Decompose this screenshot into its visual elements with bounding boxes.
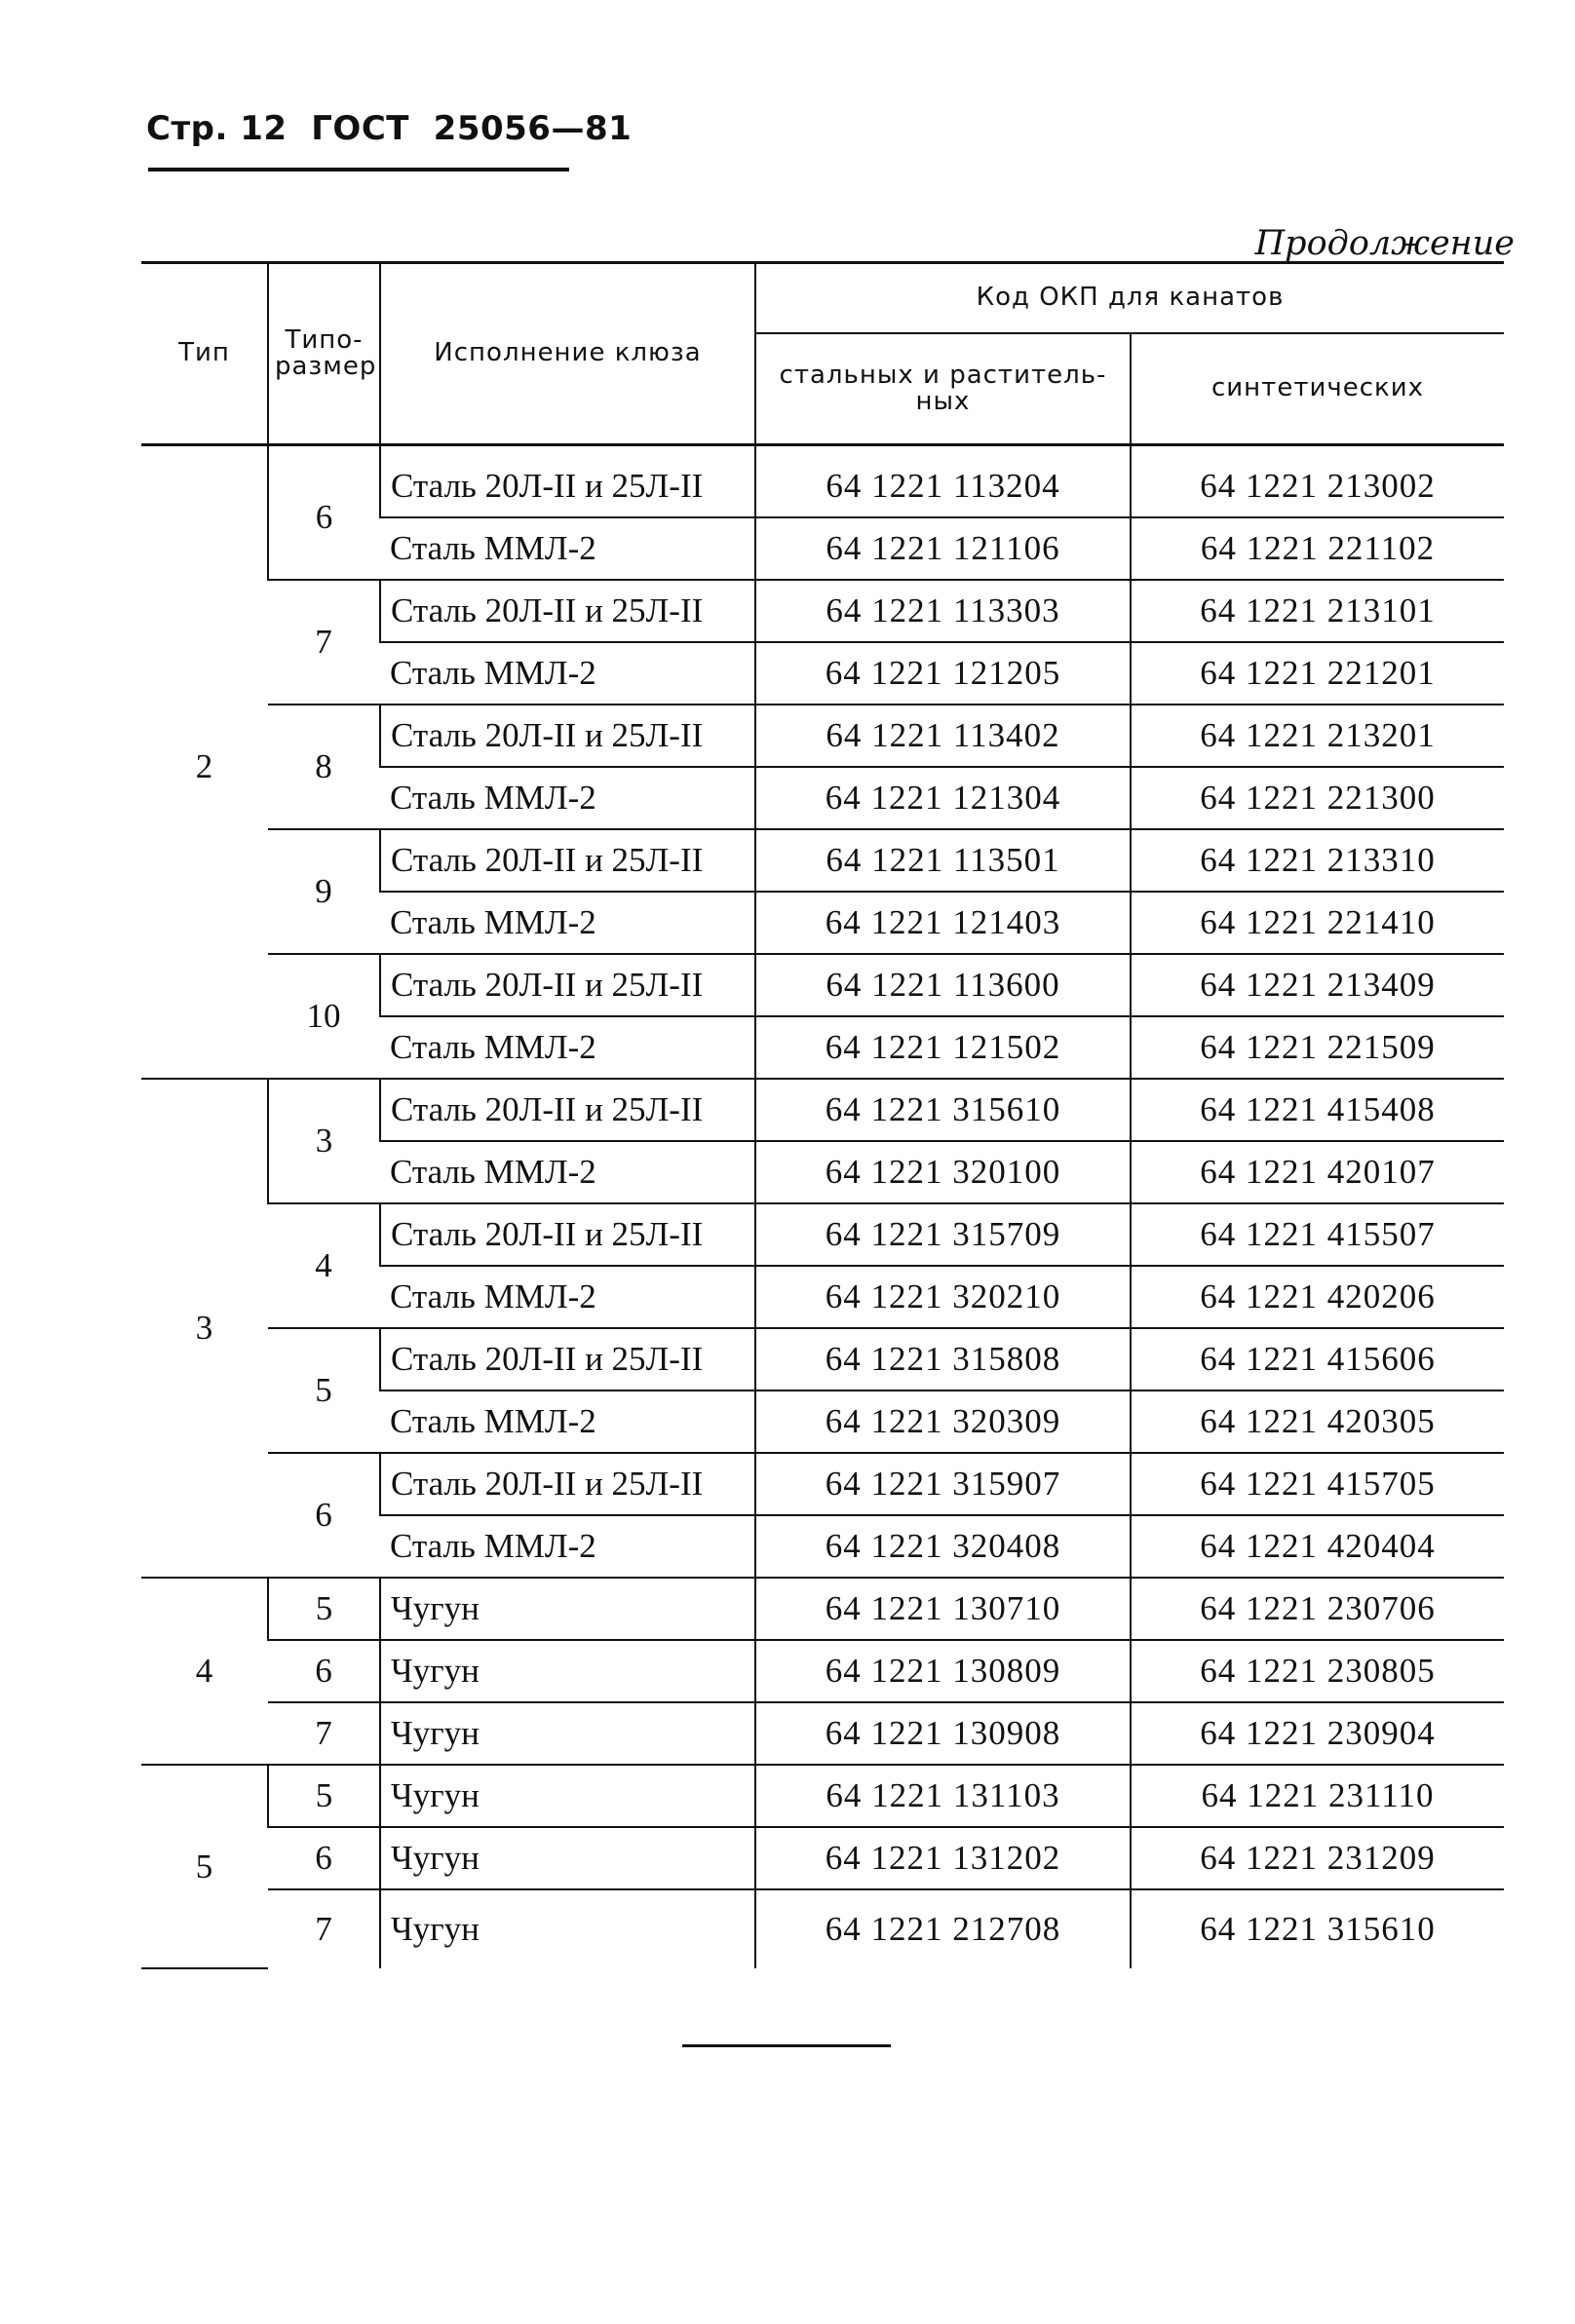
steel-code-cell: 64 1221 130809 (755, 1640, 1131, 1702)
exec-cell: Сталь 20Л-II и 25Л-II (380, 1453, 755, 1515)
size-cell: 5 (268, 1328, 380, 1453)
type-cell: 4 (141, 1578, 268, 1765)
header-rule (148, 168, 569, 171)
exec-cell: Сталь 20Л-II и 25Л-II (380, 1203, 755, 1266)
size-cell: 6 (268, 1640, 380, 1702)
size-cell: 7 (315, 1910, 332, 1948)
size-cell: 7 (268, 1702, 380, 1765)
steel-code-cell: 64 1221 130908 (755, 1702, 1131, 1765)
exec-cell: Сталь ММЛ-2 (380, 1141, 755, 1203)
okp-code-table (141, 261, 1504, 1969)
table-row (141, 954, 1504, 1016)
table-row (141, 1765, 1504, 1827)
exec-cell: Сталь 20Л-II и 25Л-II (380, 705, 755, 767)
size-cell: 9 (268, 829, 380, 954)
exec-cell: Сталь 20Л-II и 25Л-II (380, 1328, 755, 1391)
synth-code-cell: 64 1221 231110 (1131, 1765, 1504, 1827)
steel-code-cell: 64 1221 320100 (755, 1141, 1131, 1203)
steel-code-cell: 64 1221 121106 (755, 517, 1131, 580)
table-body (141, 445, 1504, 1969)
page-number: Стр. 12 (146, 109, 288, 148)
col-group-header: Код ОКП для канатов (755, 263, 1504, 334)
type-cell: 5 (141, 1765, 268, 1968)
synth-code-cell: 64 1221 213101 (1131, 580, 1504, 642)
exec-cell: Сталь 20Л-II и 25Л-II (380, 829, 755, 892)
col-steel-line1: стальных и раститель- (779, 360, 1107, 390)
table-row (141, 829, 1504, 892)
synth-code-cell: 64 1221 230706 (1131, 1578, 1504, 1640)
exec-cell: Сталь ММЛ-2 (380, 1016, 755, 1079)
size-cell: 3 (268, 1079, 380, 1203)
steel-code-cell: 64 1221 320210 (755, 1266, 1131, 1328)
synth-code-cell: 64 1221 221102 (1131, 517, 1504, 580)
steel-code-cell: 64 1221 320408 (755, 1515, 1131, 1578)
table-row (141, 1889, 1504, 1968)
col-size-line2: размер (275, 352, 377, 381)
synth-code-cell: 64 1221 221410 (1131, 892, 1504, 954)
synth-code-cell: 64 1221 420404 (1131, 1515, 1504, 1578)
type-cell: 3 (141, 1079, 268, 1578)
synth-code-cell: 64 1221 221509 (1131, 1016, 1504, 1079)
steel-code-cell: 64 1221 113600 (755, 954, 1131, 1016)
steel-code-cell: 64 1221 121502 (755, 1016, 1131, 1079)
steel-code-cell: 64 1221 131202 (755, 1827, 1131, 1889)
exec-cell: Сталь ММЛ-2 (380, 1391, 755, 1453)
synth-code-cell: 64 1221 230805 (1131, 1640, 1504, 1702)
table-row (141, 1702, 1504, 1765)
col-steel-line2: ных (915, 387, 971, 416)
synth-code-cell: 64 1221 213409 (1131, 954, 1504, 1016)
exec-cell: Чугун (380, 1827, 755, 1889)
size-cell: 4 (268, 1203, 380, 1328)
table-row (141, 580, 1504, 642)
synth-code-cell: 64 1221 420206 (1131, 1266, 1504, 1328)
col-type-header: Тип (141, 263, 268, 445)
synth-code-cell: 64 1221 415507 (1131, 1203, 1504, 1266)
exec-cell: Чугун (380, 1640, 755, 1702)
table-row (141, 1328, 1504, 1391)
standard-name: ГОСТ (311, 109, 409, 148)
steel-code-cell: 64 1221 212708 (755, 1889, 1131, 1968)
synth-code-cell: 64 1221 213002 (1131, 445, 1504, 518)
steel-code-cell: 64 1221 121205 (755, 642, 1131, 705)
exec-cell: Сталь 20Л-II и 25Л-II (380, 445, 755, 518)
exec-cell: Сталь ММЛ-2 (380, 1266, 755, 1328)
table-row (141, 1453, 1504, 1515)
steel-code-cell: 64 1221 315808 (755, 1328, 1131, 1391)
exec-cell: Сталь ММЛ-2 (380, 517, 755, 580)
steel-code-cell: 64 1221 121304 (755, 767, 1131, 829)
synth-code-cell: 64 1221 213201 (1131, 705, 1504, 767)
steel-code-cell: 64 1221 130710 (755, 1578, 1131, 1640)
table-row (141, 1203, 1504, 1266)
steel-code-cell: 64 1221 315709 (755, 1203, 1131, 1266)
size-cell: 6 (268, 445, 380, 581)
steel-code-cell: 64 1221 121403 (755, 892, 1131, 954)
col-steel-header (755, 333, 1131, 445)
steel-code-cell: 64 1221 315907 (755, 1453, 1131, 1515)
exec-cell: Чугун (380, 1702, 755, 1765)
exec-cell: Сталь ММЛ-2 (380, 1515, 755, 1578)
size-cell: 10 (268, 954, 380, 1079)
synth-code-cell: 64 1221 415408 (1131, 1079, 1504, 1141)
page-header (146, 109, 632, 148)
col-synth-header: синтетических (1131, 333, 1504, 445)
synth-code-cell: 64 1221 315610 (1131, 1889, 1504, 1968)
exec-cell: Сталь 20Л-II и 25Л-II (380, 954, 755, 1016)
exec-cell: Сталь ММЛ-2 (380, 892, 755, 954)
size-cell: 8 (268, 705, 380, 829)
table-row (141, 1640, 1504, 1702)
table-row (141, 705, 1504, 767)
synth-code-cell: 64 1221 420305 (1131, 1391, 1504, 1453)
type-cell: 2 (141, 445, 268, 1080)
continuation-label: Продолжение (1254, 224, 1515, 263)
steel-code-cell: 64 1221 315610 (755, 1079, 1131, 1141)
exec-cell: Сталь ММЛ-2 (380, 767, 755, 829)
steel-code-cell: 64 1221 320309 (755, 1391, 1131, 1453)
exec-cell: Сталь 20Л-II и 25Л-II (380, 1079, 755, 1141)
size-cell: 5 (268, 1765, 380, 1827)
table-row (141, 445, 1504, 518)
steel-code-cell: 64 1221 113501 (755, 829, 1131, 892)
synth-code-cell: 64 1221 230904 (1131, 1702, 1504, 1765)
steel-code-cell: 64 1221 113402 (755, 705, 1131, 767)
size-cell: 5 (268, 1578, 380, 1640)
standard-number: 25056—81 (433, 109, 633, 148)
steel-code-cell: 64 1221 131103 (755, 1765, 1131, 1827)
synth-code-cell: 64 1221 221201 (1131, 642, 1504, 705)
table-row (141, 1827, 1504, 1889)
table-row (141, 1079, 1504, 1141)
exec-cell: Чугун (380, 1765, 755, 1827)
col-size-line1: Типо- (285, 324, 364, 355)
col-exec-header: Исполнение клюза (380, 263, 755, 445)
synth-code-cell: 64 1221 213310 (1131, 829, 1504, 892)
synth-code-cell: 64 1221 415606 (1131, 1328, 1504, 1391)
table-row (141, 1578, 1504, 1640)
size-cell: 7 (268, 580, 380, 705)
exec-cell: Чугун (380, 1578, 755, 1640)
steel-code-cell: 64 1221 113204 (755, 445, 1131, 518)
col-size-header (268, 263, 380, 445)
exec-cell: Чугун (380, 1889, 755, 1968)
steel-code-cell: 64 1221 113303 (755, 580, 1131, 642)
exec-cell: Сталь 20Л-II и 25Л-II (380, 580, 755, 642)
size-cell: 6 (268, 1453, 380, 1578)
synth-code-cell: 64 1221 221300 (1131, 767, 1504, 829)
footer-rule (682, 2044, 891, 2047)
size-cell: 6 (268, 1827, 380, 1889)
synth-code-cell: 64 1221 420107 (1131, 1141, 1504, 1203)
exec-cell: Сталь ММЛ-2 (380, 642, 755, 705)
synth-code-cell: 64 1221 231209 (1131, 1827, 1504, 1889)
synth-code-cell: 64 1221 415705 (1131, 1453, 1504, 1515)
